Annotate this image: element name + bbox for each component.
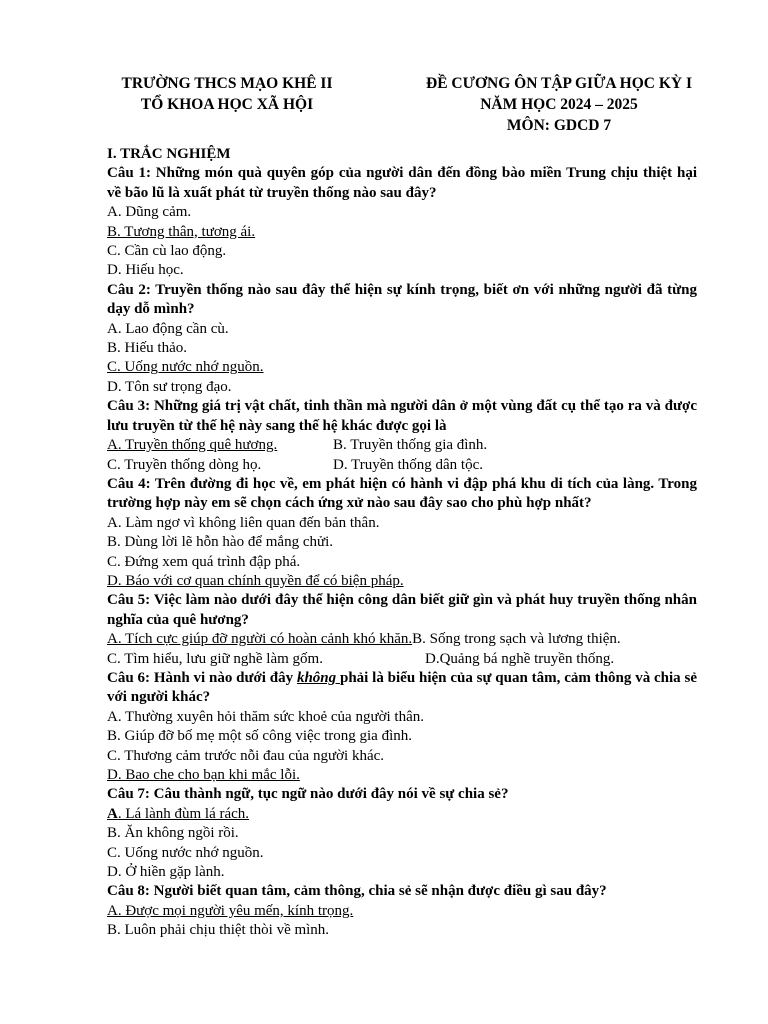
q5-options-row-2: [107, 650, 697, 669]
q6-text-after: phải là biểu hiện của sự quan tâm, cảm thông và chia sẻ với người khác?: [107, 669, 698, 706]
q6-text-negation: không: [296, 669, 340, 686]
q2-option-a: A. Lao động cần cù.: [107, 320, 229, 337]
q4-option-b: B. Dùng lời lẽ hỗn hào để mắng chửi.: [107, 534, 334, 551]
q3-option-d: D. Truyền thống dân tộc.: [333, 456, 483, 473]
question-3: Câu 3: Những giá trị vật chất, tinh thần mà người dân ở một vùng đất cụ thể tạo ra và được lưu truyền từ thế hệ này sang thế hệ khác được gọi là: [107, 398, 697, 434]
q7-option-a-answer: [107, 805, 697, 824]
q1-option-c: C. Cần cù lao động.: [107, 243, 227, 260]
q3-options-row-2: [107, 456, 697, 475]
q3-option-b: B. Truyền thống gia đình.: [333, 437, 488, 454]
question-8: Câu 8: Người biết quan tâm, cảm thông, chia sẻ sẽ nhận được điều gì sau đây?: [107, 883, 607, 900]
exam-info: [409, 73, 709, 136]
q5-option-d: D.Quảng bá nghề truyền thống.: [425, 650, 615, 667]
q3-option-c: C. Truyền thống dòng họ.: [107, 456, 262, 473]
q2-option-b: B. Hiếu thảo.: [107, 340, 187, 357]
q6-option-b: B. Giúp đỡ bố mẹ một số công việc trong gia đình.: [107, 728, 412, 745]
section-title: I. TRẮC NGHIỆM: [107, 146, 231, 162]
q6-option-d-answer: D. Bao che cho bạn khi mắc lỗi.: [107, 767, 300, 783]
q3-options-row-1: [107, 436, 697, 455]
q8-option-a-answer: A. Được mọi người yêu mến, kính trọng.: [107, 902, 354, 919]
q5-option-b: B. Sống trong sạch và lương thiện.: [412, 631, 621, 648]
question-2: Câu 2: Truyền thống nào sau đây thể hiện sự kính trọng, biết ơn với những người đã từng dạy dỗ mình?: [107, 281, 697, 318]
question-1: Câu 1: Những món quà quyên góp của người dân đến đồng bào miền Trung chịu thiệt hại về bão lũ là xuất phát từ truyền thống nào sau đây?: [107, 165, 697, 201]
q8-option-b: B. Luôn phải chịu thiệt thòi về mình.: [107, 922, 330, 939]
q7-option-a-letter: A: [107, 805, 118, 822]
q6-text-before: Câu 6: Hành vi nào dưới đây: [107, 669, 297, 686]
q7-option-b: B. Ăn không ngồi rồi.: [107, 825, 239, 842]
q4-option-a: A. Làm ngơ vì không liên quan đến bản thân.: [107, 514, 380, 531]
q1-option-d: D. Hiếu học.: [107, 262, 184, 279]
school-info: [107, 73, 347, 136]
q6-option-a: A. Thường xuyên hỏi thăm sức khoẻ của người thân.: [107, 708, 425, 725]
question-5: Câu 5: Việc làm nào dưới đây thể hiện công dân biết giữ gìn và phát huy truyền thống nhân nghĩa của quê hương?: [107, 592, 697, 628]
q7-option-a-text: . Lá lành đùm lá rách.: [117, 805, 250, 822]
question-6: [107, 669, 697, 708]
q3-option-a-answer: A. Truyền thống quê hương.: [107, 437, 278, 454]
q4-option-c: C. Đứng xem quá trình đập phá.: [107, 553, 301, 570]
department-name: TỔ KHOA HỌC XÃ HỘI: [140, 96, 314, 113]
exam-title: ĐỀ CƯƠNG ÔN TẬP GIỮA HỌC KỲ I: [426, 75, 692, 92]
q1-option-b-answer: B. Tương thân, tương ái.: [107, 223, 256, 240]
school-name: TRƯỜNG THCS MẠO KHÊ II: [121, 75, 333, 92]
document-page: [107, 73, 697, 941]
q5-options-row-1: [107, 630, 697, 649]
question-4: Câu 4: Trên đường đi học về, em phát hiện có hành vi đập phá khu di tích của làng. Trong trường hợp này em sẽ chọn cách ứng xử nào sau đây sao cho phù hợp nhất?: [107, 475, 697, 512]
q1-option-a: A. Dũng cảm.: [107, 204, 192, 221]
q7-option-d: D. Ở hiền gặp lành.: [107, 864, 225, 881]
document-header: [107, 73, 697, 136]
q2-option-c-answer: C. Uống nước nhớ nguồn.: [107, 359, 264, 376]
q7-option-c: C. Uống nước nhớ nguồn.: [107, 844, 264, 861]
q5-option-a-answer: A. Tích cực giúp đỡ người có hoàn cảnh khó khăn.: [107, 631, 413, 648]
q6-option-c: C. Thương cảm trước nỗi đau của người khác.: [107, 747, 385, 764]
subject: MÔN: GDCD 7: [506, 117, 612, 134]
school-year: NĂM HỌC 2024 – 2025: [480, 96, 638, 113]
question-7: Câu 7: Câu thành ngữ, tục ngữ nào dưới đây nói về sự chia sẻ?: [107, 786, 509, 803]
q2-option-d: D. Tôn sư trọng đạo.: [107, 378, 232, 395]
q4-option-d-answer: D. Báo với cơ quan chính quyền để có biện pháp.: [107, 572, 404, 589]
q5-option-c: C. Tìm hiểu, lưu giữ nghề làm gốm.: [107, 650, 323, 667]
